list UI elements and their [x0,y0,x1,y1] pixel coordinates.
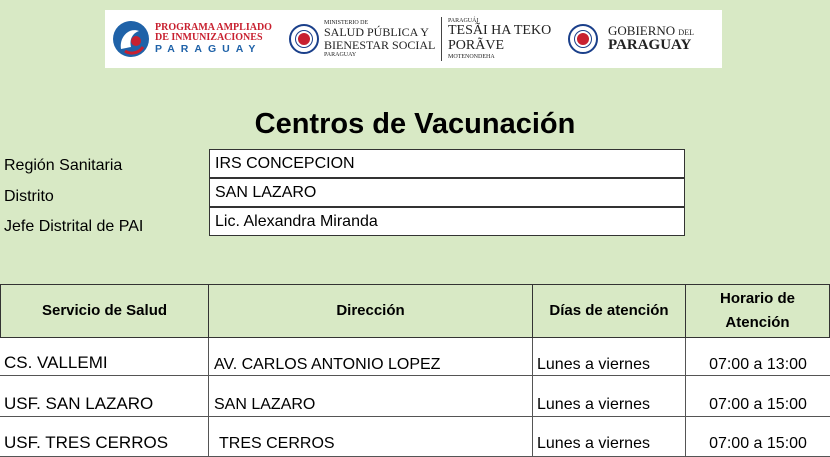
gobierno-line2: PARAGUAY [608,36,692,53]
gobierno-del: DEL [678,28,694,38]
region-field: IRS CONCEPCION [209,149,685,178]
table-cell-servicio: USF. TRES CERROS [4,433,169,452]
table-cell-dias: Lunes a viernes [537,435,650,452]
logo-divider [441,17,442,61]
pai-logo [105,10,289,68]
seal-icon [289,24,319,54]
row-divider [0,375,830,376]
label-jefe: Jefe Distrital de PAI [4,218,144,235]
distrito-field: SAN LAZARO [209,178,685,207]
table-cell-servicio: CS. VALLEMI [4,353,108,372]
gobierno-logo [568,10,708,68]
pai-line1: PROGRAMA AMPLIADO [155,22,272,34]
table-cell-horario: 07:00 a 15:00 [709,435,807,452]
label-distrito: Distrito [4,188,54,205]
tesai-line1: PARAGUÁI [448,18,479,25]
pai-line2: DE INMUNIZACIONES [155,32,263,44]
table-cell-horario: 07:00 a 15:00 [709,396,807,413]
table-cell-direccion: AV. CARLOS ANTONIO LOPEZ [214,356,441,373]
table-cell-dias: Lunes a viernes [537,396,650,413]
header-direccion: Dirección [208,284,533,338]
ministerio-line2: SALUD PÚBLICA Y [324,25,429,40]
ministerio-logo [289,10,439,68]
tesai-line2: TESÃI HA TEKO [448,23,552,39]
gobierno-line1: GOBIERNO [608,23,676,39]
header-servicio: Servicio de Salud [0,284,209,338]
tesai-line3: PORÃVE [448,38,505,53]
column-divider [208,338,209,457]
ministerio-line4: PARAGUAY [324,51,357,58]
table-cell-dias: Lunes a viernes [537,356,650,373]
table-cell-horario: 07:00 a 13:00 [709,356,807,373]
table-cell-direccion: TRES CERROS [219,435,335,452]
header-dias: Días de atención [532,284,686,338]
jefe-field: Lic. Alexandra Miranda [209,207,685,236]
pai-line3: PARAGUAY [155,43,262,56]
row-divider [0,416,830,417]
logo-banner [105,10,722,68]
column-divider [532,338,533,457]
ministerio-line1: MINISTERIO DE [324,20,369,27]
label-region: Región Sanitaria [4,157,123,174]
table-cell-servicio: USF. SAN LAZARO [4,394,154,413]
tesai-line4: MOTENONDEHA [448,53,495,60]
page-title: Centros de Vacunación [254,108,576,140]
ministerio-line3: BIENESTAR SOCIAL [324,38,436,52]
star-seal-icon [568,24,598,54]
tesai-logo [448,10,568,68]
table-cell-direccion: SAN LAZARO [214,396,316,413]
mother-child-icon [111,19,151,59]
header-horario: Horario de Atención [685,284,830,338]
